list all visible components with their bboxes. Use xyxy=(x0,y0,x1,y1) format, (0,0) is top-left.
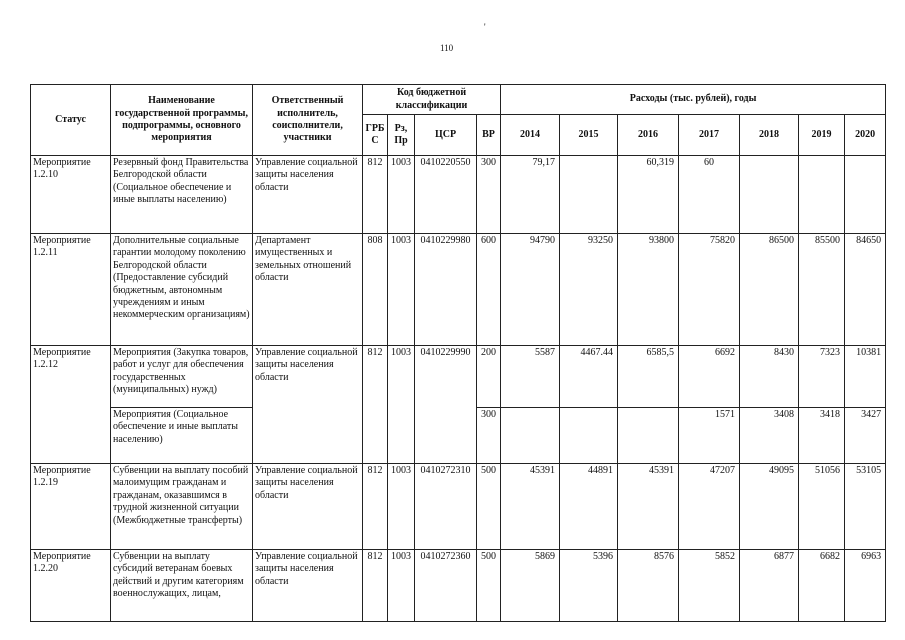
responsible-cell: Управление социальной защиты населения области xyxy=(253,156,363,234)
name-cell: Мероприятия (Социальное обеспечение и иные выплаты населению) xyxy=(111,408,253,464)
value-cell: 94790 xyxy=(501,234,560,346)
value-cell: 84650 xyxy=(845,234,886,346)
value-cell: 45391 xyxy=(618,464,679,550)
name-cell: Мероприятия (Закупка товаров, работ и услуг для обеспечения государственных (муниципальных) нужд) xyxy=(111,346,253,408)
vr-cell: 500 xyxy=(477,550,501,622)
value-cell: 10381 xyxy=(845,346,886,408)
status-cell: Мероприятие 1.2.10 xyxy=(31,156,111,234)
value-cell: 93250 xyxy=(560,234,618,346)
header-rz-pr: Рз, Пр xyxy=(388,115,415,156)
top-mark: ' xyxy=(484,22,486,32)
grbs-cell: 812 xyxy=(363,464,388,550)
value-cell: 4467.44 xyxy=(560,346,618,408)
value-cell xyxy=(501,408,560,464)
value-cell: 60,319 xyxy=(618,156,679,234)
table-row xyxy=(31,464,886,550)
value-cell: 86500 xyxy=(740,234,799,346)
csr-cell: 0410229990 xyxy=(415,346,477,464)
table-row xyxy=(31,156,886,234)
table-row xyxy=(31,346,886,408)
header-responsible: Ответственный исполнитель, соисполнители, участники xyxy=(253,85,363,156)
header-year: 2014 xyxy=(501,115,560,156)
value-cell: 75820 xyxy=(679,234,740,346)
value-cell: 47207 xyxy=(679,464,740,550)
rz-cell: 1003 xyxy=(388,550,415,622)
status-cell: Мероприятие 1.2.12 xyxy=(31,346,111,464)
header-csr: ЦСР xyxy=(415,115,477,156)
header-year: 2020 xyxy=(845,115,886,156)
value-cell: 5587 xyxy=(501,346,560,408)
header-year: 2016 xyxy=(618,115,679,156)
header-expenses: Расходы (тыс. рублей), годы xyxy=(501,85,886,115)
rz-cell: 1003 xyxy=(388,234,415,346)
value-cell: 79,17 xyxy=(501,156,560,234)
value-cell: 6682 xyxy=(799,550,845,622)
name-cell: Дополнительные социальные гарантии молодому поколению Белгородской области (Предоставление субсидий бюджетным, автономным учреждениям и иным некоммерческим организациям) xyxy=(111,234,253,346)
value-cell: 53105 xyxy=(845,464,886,550)
rz-cell: 1003 xyxy=(388,346,415,464)
header-vr: ВР xyxy=(477,115,501,156)
csr-cell: 0410220550 xyxy=(415,156,477,234)
grbs-cell: 812 xyxy=(363,156,388,234)
name-cell: Субвенции на выплату субсидий ветеранам боевых действий и другим категориям военнослужащих, лицам, xyxy=(111,550,253,622)
value-cell: 3418 xyxy=(799,408,845,464)
value-cell xyxy=(799,156,845,234)
table-row xyxy=(31,550,886,622)
grbs-cell: 812 xyxy=(363,550,388,622)
vr-cell: 600 xyxy=(477,234,501,346)
value-cell: 6585,5 xyxy=(618,346,679,408)
value-cell: 45391 xyxy=(501,464,560,550)
value-cell: 85500 xyxy=(799,234,845,346)
value-cell: 3427 xyxy=(845,408,886,464)
vr-cell: 200 xyxy=(477,346,501,408)
name-cell: Субвенции на выплату пособий малоимущим гражданам и гражданам, оказавшимся в трудной жизненной ситуации (Межбюджетные трансферты) xyxy=(111,464,253,550)
budget-table xyxy=(30,84,886,622)
value-cell: 6877 xyxy=(740,550,799,622)
csr-cell: 0410272310 xyxy=(415,464,477,550)
value-cell xyxy=(560,408,618,464)
value-cell: 3408 xyxy=(740,408,799,464)
header-name: Наименование государственной программы, подпрограммы, основного мероприятия xyxy=(111,85,253,156)
table-row xyxy=(31,234,886,346)
header-grbs: ГРБ С xyxy=(363,115,388,156)
value-cell: 44891 xyxy=(560,464,618,550)
responsible-cell: Управление социальной защиты населения области xyxy=(253,464,363,550)
vr-cell: 300 xyxy=(477,156,501,234)
vr-cell: 300 xyxy=(477,408,501,464)
header-status: Статус xyxy=(31,85,111,156)
value-cell: 8576 xyxy=(618,550,679,622)
name-cell: Резервный фонд Правительства Белгородской области (Социальное обеспечение и иные выплаты населению) xyxy=(111,156,253,234)
value-cell: 6692 xyxy=(679,346,740,408)
rz-cell: 1003 xyxy=(388,156,415,234)
value-cell xyxy=(618,408,679,464)
responsible-cell: Управление социальной защиты населения области xyxy=(253,550,363,622)
csr-cell: 0410229980 xyxy=(415,234,477,346)
header-year: 2017 xyxy=(679,115,740,156)
value-cell xyxy=(560,156,618,234)
value-cell: 93800 xyxy=(618,234,679,346)
value-cell xyxy=(845,156,886,234)
value-cell xyxy=(740,156,799,234)
vr-cell: 500 xyxy=(477,464,501,550)
value-cell: 49095 xyxy=(740,464,799,550)
value-cell: 5869 xyxy=(501,550,560,622)
status-cell: Мероприятие 1.2.19 xyxy=(31,464,111,550)
page-number: 110 xyxy=(440,43,454,53)
rz-cell: 1003 xyxy=(388,464,415,550)
value-cell: 7323 xyxy=(799,346,845,408)
value-cell: 1571 xyxy=(679,408,740,464)
value-cell: 5852 xyxy=(679,550,740,622)
grbs-cell: 812 xyxy=(363,346,388,464)
header-budget-code: Код бюджетной классификации xyxy=(363,85,501,115)
responsible-cell: Департамент имущественных и земельных отношений области xyxy=(253,234,363,346)
header-year: 2019 xyxy=(799,115,845,156)
status-cell: Мероприятие 1.2.20 xyxy=(31,550,111,622)
header-year: 2015 xyxy=(560,115,618,156)
value-cell: 51056 xyxy=(799,464,845,550)
status-cell: Мероприятие 1.2.11 xyxy=(31,234,111,346)
value-cell: 6963 xyxy=(845,550,886,622)
value-cell: 60 xyxy=(679,156,740,234)
responsible-cell: Управление социальной защиты населения области xyxy=(253,346,363,464)
value-cell: 8430 xyxy=(740,346,799,408)
csr-cell: 0410272360 xyxy=(415,550,477,622)
value-cell: 5396 xyxy=(560,550,618,622)
grbs-cell: 808 xyxy=(363,234,388,346)
header-year: 2018 xyxy=(740,115,799,156)
